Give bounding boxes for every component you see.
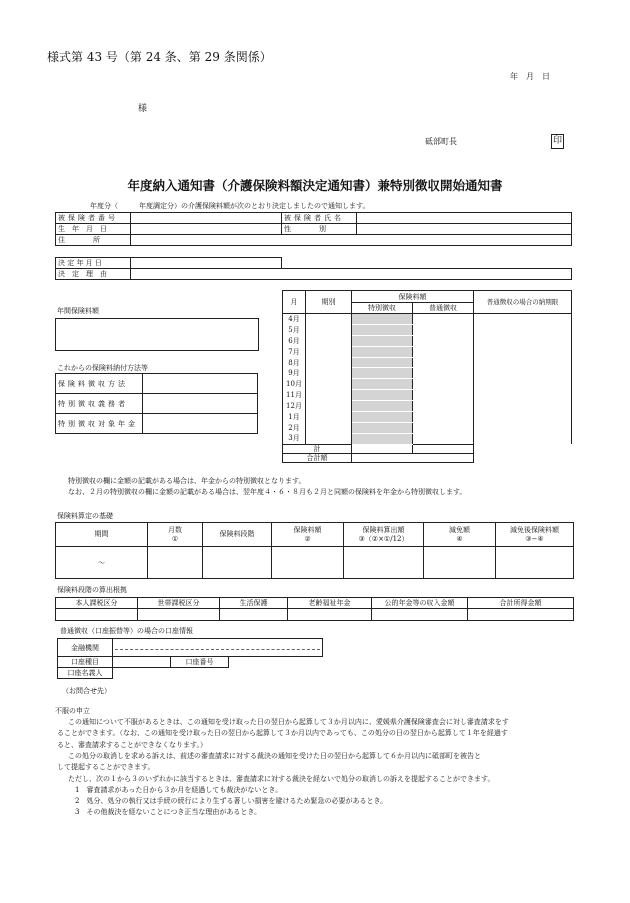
due-date-cell [474,335,572,346]
month-label: 3月 [283,433,306,444]
special-collection-cell [352,346,413,357]
decision-date-value [131,258,282,269]
grand-total-value [352,453,474,462]
month-row [283,401,572,412]
method-table [55,373,258,434]
basis-cell [203,547,272,579]
total-special [352,444,413,453]
method-row-label: 特別徴収対象年金 [56,414,143,434]
appeal-line: ることができます。（なお、この通知を受け取った日の翌日から起算して３か月以内であっても、この処分の日の翌日から起算して１年を経過す [57,729,508,738]
normal-collection-cell [413,368,474,379]
appeal-line: この処分の取消しを求める訴えは、前述の審査請求に対する裁決の通知を受けた日の翌日から起算して６か月以内に砥部町を被告と [68,751,481,760]
month-label: 2月 [283,422,306,433]
premium-header: 保険料額 [352,291,474,303]
addressee-suffix: 様 [138,104,148,114]
normal-collection-cell [413,401,474,412]
month-row [283,335,572,346]
address-label: 住 所 [56,235,131,246]
basis-table [55,522,574,579]
grand-total-label: 合計額 [283,453,352,462]
normal-collection-cell [413,390,474,401]
method-row-value [143,414,258,434]
total-normal [413,444,474,453]
period-cell [306,324,352,335]
normal-collection-cell [413,314,474,325]
due-date-cell [474,314,572,325]
account-number-label: 口座番号 [171,657,229,668]
month-row [283,390,572,401]
basis-header-cell: 保険料額 ② [272,523,344,547]
annual-amount-box [55,318,259,351]
month-row [283,314,572,325]
address-value [131,235,572,246]
basis-cell [496,547,574,579]
stage-header-cell: 世帯課税区分 [138,598,220,609]
appeal-line: この通知について不服があるときは、この通知を受け取った日の翌日から起算して３か月以内に、愛媛県介護保険審査会に対し審査請求をす [68,718,509,726]
month-label: 4月 [283,314,306,325]
person-table [55,212,572,246]
special-collection-header: 特別徴収 [352,303,413,314]
basis-cell [148,547,203,579]
stage-cell [138,609,220,621]
basis-cell [344,547,424,579]
period-cell [306,368,352,379]
total-blank [474,444,572,462]
stage-header-cell: 老齢福祉年金 [288,598,372,609]
basis-period-mark: 〜 [56,547,148,579]
stage-header-cell: 生活保護 [220,598,288,609]
gender-value [357,224,572,235]
month-label: 7月 [283,346,306,357]
period-cell [306,412,352,423]
period-cell [306,314,352,325]
insured-name-label: 被保険者氏名 [282,213,357,224]
basis-cell [272,547,344,579]
method-row-value [143,374,258,394]
special-collection-cell [352,335,413,346]
account-table [57,638,323,679]
normal-collection-header: 普通徴収 [413,303,474,314]
special-collection-cell [352,401,413,412]
appeal-line: 3 その他裁決を経ないことにつき正当な理由があるとき。 [75,808,262,817]
stage-label: 保険料段階の算出根拠 [57,586,127,594]
birthdate-label: 生 年 月 日 [56,224,131,235]
due-date-cell [474,368,572,379]
special-collection-cell [352,314,413,325]
normal-collection-cell [413,324,474,335]
period-header: 期別 [306,291,352,314]
stage-table [55,597,574,621]
method-row-label: 保険料徴収方法 [56,374,143,394]
due-date-cell [474,433,572,444]
decision-table [55,257,572,280]
stage-header-cell: 本人課税区分 [56,598,138,609]
insured-name-value [357,213,572,224]
page-title: 年度納入通知書（介護保険料額決定通知書）兼特別徴収開始通知書 [127,178,503,193]
special-collection-cell [352,357,413,368]
gender-label: 性 別 [282,224,357,235]
normal-collection-cell [413,412,474,423]
schedule-table [282,290,572,463]
month-label: 12月 [283,401,306,412]
month-label: 6月 [283,335,306,346]
special-collection-cell [352,390,413,401]
form-number: 様式第 43 号（第 24 条、第 29 条関係） [47,50,272,64]
stage-cell [220,609,288,621]
account-number-value [229,657,323,668]
method-row-value [143,394,258,414]
seal-stamp: 印 [551,134,564,149]
appeal-line: 2 処分、処分の執行又は手続の続行により生ずる著しい損害を避けるため緊急の必要があるとき。 [75,797,388,806]
month-label: 9月 [283,368,306,379]
special-collection-cell [352,433,413,444]
account-type-value [113,657,171,668]
special-collection-cell [352,368,413,379]
month-row [283,324,572,335]
period-cell [306,346,352,357]
inquiry-label: （お問合せ先） [62,687,111,695]
due-date-cell [474,412,572,423]
due-date-cell [474,357,572,368]
normal-collection-cell [413,357,474,368]
period-cell [306,335,352,346]
issuer-name: 砥部町長 [425,137,457,146]
bank-label: 金融機関 [58,639,113,657]
normal-collection-cell [413,422,474,433]
month-label: 11月 [283,390,306,401]
stage-header-cell: 公的年金等の収入金額 [372,598,468,609]
special-collection-cell [352,412,413,423]
period-cell [306,422,352,433]
normal-collection-cell [413,379,474,390]
account-type-label: 口座種目 [58,657,113,668]
note-line: なお、２月の特別徴収の欄に金額の記載がある場合は、翌年度４・６・８月も２月と同額の保険料を年金から特別徴収します。 [68,488,467,496]
decision-blank [282,258,572,269]
basis-label: 保険料算定の基礎 [57,512,113,520]
stage-header-cell: 合計所得金額 [468,598,574,609]
insured-no-value [131,213,282,224]
decision-reason-label: 決 定 理 由 [56,269,131,280]
month-row [283,433,572,444]
basis-header-cell: 保険料算出額 ③（②×①/12） [344,523,424,547]
insured-no-label: 被保険者番号 [56,213,131,224]
issue-date: 年 月 日 [510,72,550,81]
normal-collection-cell [413,335,474,346]
period-cell [306,379,352,390]
method-row-label: 特別徴収義務者 [56,394,143,414]
period-cell [306,390,352,401]
special-collection-cell [352,422,413,433]
month-row [283,379,572,390]
due-date-cell [474,401,572,412]
due-date-cell [474,390,572,401]
appeal-line: ただし、次の１から３のいずれかに該当するときは、審査請求に対する裁決を経ないで処分の取消しの訴えを提起することができます。 [68,774,495,783]
annual-label: 年間保険料額 [57,307,99,315]
basis-header-cell: 保険料段階 [203,523,272,547]
appeal-line: 1 審査請求があった日から３か月を経過しても裁決がないとき。 [75,785,283,794]
month-label: 5月 [283,324,306,335]
method-section-label: これからの保険料納付方法等 [57,364,148,372]
normal-collection-cell [413,346,474,357]
account-label: 普通徴収（口座振替等）の場合の口座情報 [60,627,193,635]
month-row [283,346,572,357]
decision-date-label: 決 定 年 月 日 [56,258,131,269]
period-cell [306,357,352,368]
due-date-header: 普通徴収の場合の納期限 [474,291,572,314]
month-label: 8月 [283,357,306,368]
period-cell [306,401,352,412]
bank-value [113,639,323,657]
month-row [283,368,572,379]
decision-reason-value [131,269,572,280]
month-row [283,422,572,433]
basis-header-cell: 月数 ① [148,523,203,547]
due-date-cell [474,422,572,433]
month-label: 10月 [283,379,306,390]
stage-cell [372,609,468,621]
basis-header-cell: 減免後保険料額 ③−④ [496,523,574,547]
month-row [283,357,572,368]
special-collection-cell [352,379,413,390]
basis-header-cell: 期間 [56,523,148,547]
total-label: 計 [283,444,352,453]
intro-text: 年度分（ 年度調定分）の介護保険料額が次のとおり決定しましたので通知します。 [90,202,370,210]
appeal-line: ると、審査請求することができなくなります。） [57,740,207,749]
stage-cell [288,609,372,621]
due-date-cell [474,379,572,390]
month-row [283,412,572,423]
basis-cell [424,547,496,579]
account-holder-value [113,668,323,679]
due-date-cell [474,324,572,335]
month-header: 月 [283,291,306,314]
basis-header-cell: 減免額 ④ [424,523,496,547]
appeal-line: して提起することができます。 [57,763,155,772]
month-label: 1月 [283,412,306,423]
normal-collection-cell [413,433,474,444]
stage-cell [468,609,574,621]
appeal-heading: 不服の申立 [55,707,90,715]
stage-cell [56,609,138,621]
birthdate-value [131,224,282,235]
due-date-cell [474,346,572,357]
period-cell [306,433,352,444]
account-holder-label: 口座名義人 [58,668,113,679]
note-line: 特別徴収の欄に金額の記載がある場合は、年金からの特別徴収となります。 [68,477,306,485]
special-collection-cell [352,324,413,335]
